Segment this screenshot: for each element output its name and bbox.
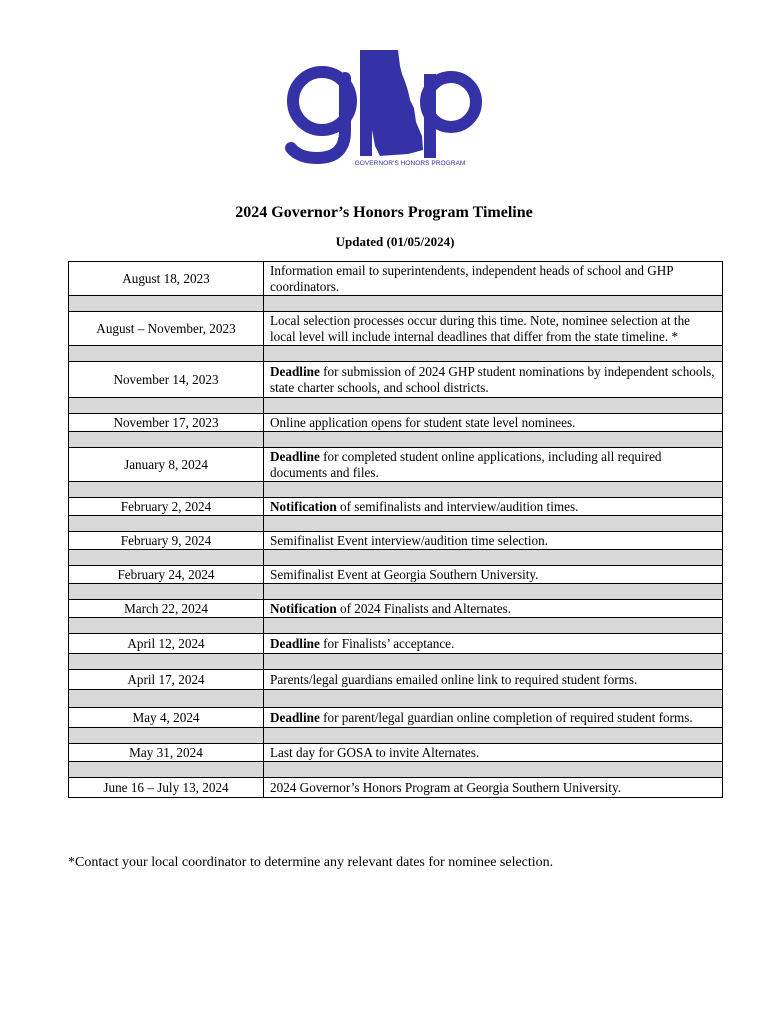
timeline-date: January 8, 2024 <box>69 448 264 482</box>
timeline-text: Semifinalist Event interview/audition time selection. <box>270 532 548 548</box>
timeline-spacer-row <box>69 654 723 670</box>
ghp-logo <box>284 44 484 170</box>
timeline-text: for Finalists’ acceptance. <box>319 635 455 651</box>
spacer-cell <box>69 728 264 744</box>
timeline-date: November 14, 2023 <box>69 362 264 398</box>
timeline-text: of semifinalists and interview/audition times. <box>336 498 579 514</box>
timeline-row <box>69 670 723 690</box>
timeline-spacer-row <box>69 618 723 634</box>
spacer-cell <box>264 584 723 600</box>
timeline-text: Information email to superintendents, independent heads of school and GHP coordinators. <box>270 262 677 294</box>
page-subtitle: Updated (01/05/2024) <box>335 234 455 249</box>
timeline-row <box>69 708 723 728</box>
footnote: *Contact your local coordinator to determine any relevant dates for nominee selection. <box>68 855 554 870</box>
spacer-cell <box>69 618 264 634</box>
timeline-date: May 31, 2024 <box>69 744 264 762</box>
timeline-description <box>264 262 723 296</box>
spacer-cell <box>69 482 264 498</box>
timeline-row <box>69 566 723 584</box>
spacer-cell <box>69 432 264 448</box>
timeline-spacer-row <box>69 550 723 566</box>
timeline-text: for parent/legal guardian online completion of required student forms. <box>319 709 693 725</box>
spacer-cell <box>264 618 723 634</box>
timeline-table <box>68 261 723 798</box>
timeline-row <box>69 634 723 654</box>
timeline-description <box>264 778 723 798</box>
spacer-cell <box>69 398 264 414</box>
spacer-cell <box>264 398 723 414</box>
timeline-date: March 22, 2024 <box>69 600 264 618</box>
timeline-row <box>69 600 723 618</box>
timeline-description <box>264 362 723 398</box>
timeline-spacer-row <box>69 432 723 448</box>
timeline-text: Local selection processes occur during this time. Note, nominee selection at the local level will include internal deadlines that differ from the state timeline. * <box>270 312 694 344</box>
timeline-description <box>264 566 723 584</box>
timeline-description <box>264 670 723 690</box>
timeline-text: for completed student online applications, including all required documents and files. <box>270 448 665 480</box>
timeline-emphasis: Deadline <box>270 363 320 379</box>
spacer-cell <box>69 762 264 778</box>
timeline-date: June 16 – July 13, 2024 <box>69 778 264 798</box>
spacer-cell <box>69 550 264 566</box>
timeline-description <box>264 634 723 654</box>
timeline-date: April 12, 2024 <box>69 634 264 654</box>
timeline-spacer-row <box>69 762 723 778</box>
timeline-description <box>264 498 723 516</box>
spacer-cell <box>69 296 264 312</box>
timeline-date: February 2, 2024 <box>69 498 264 516</box>
spacer-cell <box>264 762 723 778</box>
timeline-spacer-row <box>69 516 723 532</box>
page-title: 2024 Governor’s Honors Program Timeline <box>235 204 533 221</box>
timeline-description <box>264 414 723 432</box>
spacer-cell <box>69 346 264 362</box>
timeline-date: August – November, 2023 <box>69 312 264 346</box>
timeline-row <box>69 532 723 550</box>
timeline-spacer-row <box>69 690 723 708</box>
timeline-row <box>69 778 723 798</box>
timeline-text: of 2024 Finalists and Alternates. <box>336 600 512 616</box>
spacer-cell <box>69 690 264 708</box>
timeline-date: November 17, 2023 <box>69 414 264 432</box>
timeline-text: Last day for GOSA to invite Alternates. <box>270 744 480 760</box>
timeline-spacer-row <box>69 398 723 414</box>
timeline-description <box>264 600 723 618</box>
spacer-cell <box>264 432 723 448</box>
timeline-date: August 18, 2023 <box>69 262 264 296</box>
timeline-spacer-row <box>69 584 723 600</box>
spacer-cell <box>264 728 723 744</box>
timeline-date: February 9, 2024 <box>69 532 264 550</box>
timeline-text: Online application opens for student state level nominees. <box>270 414 576 430</box>
spacer-cell <box>264 482 723 498</box>
timeline-emphasis: Notification <box>270 600 337 616</box>
timeline-row <box>69 414 723 432</box>
timeline-row <box>69 312 723 346</box>
timeline-row <box>69 498 723 516</box>
timeline-date: February 24, 2024 <box>69 566 264 584</box>
timeline-spacer-row <box>69 482 723 498</box>
spacer-cell <box>69 516 264 532</box>
timeline-description <box>264 312 723 346</box>
timeline-text: Semifinalist Event at Georgia Southern University. <box>270 566 539 582</box>
timeline-text: Parents/legal guardians emailed online link to required student forms. <box>270 671 638 687</box>
spacer-cell <box>69 584 264 600</box>
timeline-spacer-row <box>69 728 723 744</box>
timeline-description <box>264 532 723 550</box>
timeline-date: May 4, 2024 <box>69 708 264 728</box>
timeline-description <box>264 708 723 728</box>
logo-tagline: GOVERNOR'S HONORS PROGRAM <box>354 160 466 167</box>
spacer-cell <box>69 654 264 670</box>
timeline-date: April 17, 2024 <box>69 670 264 690</box>
spacer-cell <box>264 296 723 312</box>
timeline-emphasis: Deadline <box>270 448 320 464</box>
timeline-row <box>69 262 723 296</box>
timeline-row <box>69 362 723 398</box>
timeline-description <box>264 744 723 762</box>
timeline-description <box>264 448 723 482</box>
timeline-spacer-row <box>69 346 723 362</box>
timeline-spacer-row <box>69 296 723 312</box>
spacer-cell <box>264 550 723 566</box>
timeline-emphasis: Deadline <box>270 709 320 725</box>
timeline-row <box>69 448 723 482</box>
timeline-text: for submission of 2024 GHP student nominations by independent schools, state charter schools, and school districts. <box>270 363 718 395</box>
spacer-cell <box>264 346 723 362</box>
timeline-text: 2024 Governor’s Honors Program at Georgia Southern University. <box>270 779 621 795</box>
timeline-emphasis: Deadline <box>270 635 320 651</box>
spacer-cell <box>264 654 723 670</box>
spacer-cell <box>264 690 723 708</box>
timeline-row <box>69 744 723 762</box>
timeline-emphasis: Notification <box>270 498 337 514</box>
spacer-cell <box>264 516 723 532</box>
